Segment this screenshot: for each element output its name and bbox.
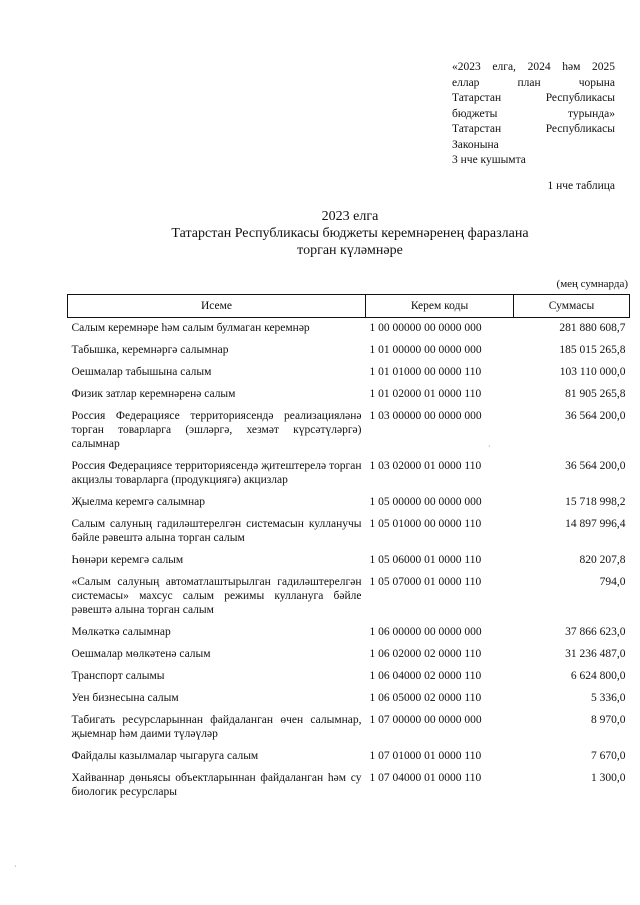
row-code: 1 05 00000 00 0000 000	[369, 496, 482, 508]
table-row	[68, 666, 630, 688]
row-sum: 281 880 608,7	[559, 322, 626, 334]
table-row	[68, 550, 630, 572]
table-row	[68, 746, 630, 768]
row-sum: 15 718 998,2	[565, 496, 626, 508]
table-row	[68, 514, 630, 550]
row-sum: 794,0	[599, 576, 626, 588]
row-name: Оешмалар мөлкәтенә салым	[71, 648, 211, 660]
row-sum: 81 905 265,8	[565, 388, 626, 400]
row-code: 1 07 01000 01 0000 110	[369, 750, 482, 762]
row-name: Җыелма керемгә салымнар	[71, 496, 205, 508]
row-code: 1 06 00000 00 0000 000	[369, 626, 482, 638]
document-title	[60, 208, 640, 259]
annex-line: Законына	[452, 138, 499, 151]
row-sum: 37 866 623,0	[565, 626, 626, 638]
annex-line: Татарстан Республикасы	[452, 123, 615, 135]
row-code: 1 01 01000 00 0000 110	[369, 366, 482, 378]
header-name: Исеме	[68, 295, 366, 318]
row-name: Салым салуның гадиләштерелгән системасын кулланучы бәйле рәвештә алына торган салым	[71, 518, 362, 544]
table-row	[68, 622, 630, 644]
annex-note	[452, 60, 615, 169]
row-name: «Салым салуның автоматлаштырылган гадиләштерелгән системасы» махсус салым режимы куллануга бәйле рәвештә алына торган салым	[71, 576, 362, 616]
table-row	[68, 456, 630, 492]
revenue-table	[67, 294, 630, 804]
row-code: 1 07 00000 00 0000 000	[369, 714, 482, 726]
row-sum: 36 564 200,0	[565, 410, 626, 422]
table-row	[68, 644, 630, 666]
row-name: Табышка, керемнәргә салымнар	[71, 344, 229, 356]
row-sum: 36 564 200,0	[565, 460, 626, 472]
row-sum: 5 336,0	[591, 692, 626, 704]
row-sum: 820 207,8	[579, 554, 626, 566]
row-name: Салым керемнәре һәм салым булмаган керемнәр	[71, 322, 310, 334]
row-name: Россия Федерациясе территориясендә реализацияләнә торган товарларга (эшләргә, хезмәт күрсәтүләргә) салымнар	[71, 410, 362, 450]
title-sub: торган күләмнәре	[297, 243, 403, 258]
table-row	[68, 340, 630, 362]
table-row	[68, 362, 630, 384]
unit-label: (мең сумнарда)	[556, 278, 628, 290]
row-code: 1 05 01000 00 0000 110	[369, 518, 482, 530]
row-code: 1 06 02000 02 0000 110	[369, 648, 482, 660]
row-name: Мөлкәткә салымнар	[71, 626, 171, 638]
row-sum: 31 236 487,0	[565, 648, 626, 660]
row-code: 1 06 04000 02 0000 110	[369, 670, 482, 682]
row-sum: 8 970,0	[591, 714, 626, 726]
row-name: Табигать ресурсларыннан файдаланган өчен салымнар, җыемнар һәм даими түләүләр	[71, 714, 362, 740]
annex-line: Татарстан Республикасы	[452, 92, 615, 104]
row-sum: 103 110 000,0	[559, 366, 626, 378]
row-code: 1 03 00000 00 0000 000	[369, 410, 482, 422]
row-name: Уен бизнесына салым	[71, 692, 179, 704]
row-sum: 185 015 265,8	[559, 344, 626, 356]
table-row	[68, 710, 630, 746]
annex-line: 3 нче кушымта	[452, 154, 526, 166]
row-code: 1 05 07000 01 0000 110	[369, 576, 482, 588]
row-code: 1 05 06000 01 0000 110	[369, 554, 482, 566]
table-row	[68, 492, 630, 514]
table-body	[68, 318, 630, 805]
table-row	[68, 318, 630, 341]
table-row	[68, 406, 630, 456]
scan-dot: ·	[488, 442, 491, 451]
row-name: Һөнәри керемгә салым	[71, 554, 184, 566]
annex-line: «2023 елга, 2024 һәм 2025	[452, 61, 615, 73]
annex-line: еллар план чорына	[452, 76, 615, 89]
scan-dot: ·	[14, 862, 17, 871]
row-sum: 1 300,0	[591, 772, 626, 784]
row-code: 1 07 04000 01 0000 110	[369, 772, 482, 784]
row-sum: 6 624 800,0	[570, 670, 626, 682]
row-code: 1 00 00000 00 0000 000	[369, 322, 482, 334]
table-row	[68, 688, 630, 710]
row-name: Транспорт салымы	[71, 670, 165, 682]
row-code: 1 01 00000 00 0000 000	[369, 344, 482, 356]
table-row	[68, 768, 630, 804]
title-main: Татарстан Республикасы бюджеты керемнәренең фаразлана	[171, 226, 529, 241]
row-code: 1 03 02000 01 0000 110	[369, 460, 482, 472]
row-name: Физик затлар керемнәренә салым	[71, 388, 236, 400]
row-name: Файдалы казылмалар чыгаруга салым	[71, 750, 259, 762]
table-header-row	[68, 295, 630, 318]
row-code: 1 06 05000 02 0000 110	[369, 692, 482, 704]
row-name: Оешмалар табышына салым	[71, 366, 212, 378]
title-year: 2023 елга	[321, 209, 379, 224]
row-sum: 14 897 996,4	[565, 518, 626, 530]
annex-line: бюджеты турында»	[452, 107, 615, 120]
table-row	[68, 572, 630, 622]
header-code: Керем коды	[366, 295, 514, 318]
table-row	[68, 384, 630, 406]
row-name: Хайваннар дөньясы объектларыннан файдаланган һәм су биологик ресурслары	[71, 772, 362, 798]
table-number: 1 нче таблица	[547, 180, 615, 192]
row-code: 1 01 02000 01 0000 110	[369, 388, 482, 400]
row-name: Россия Федерациясе территориясендә җитештерелә торган акцизлы товарларга (продукциягә) акцизлар	[71, 460, 362, 486]
header-sum: Суммасы	[514, 295, 630, 318]
row-sum: 7 670,0	[591, 750, 626, 762]
